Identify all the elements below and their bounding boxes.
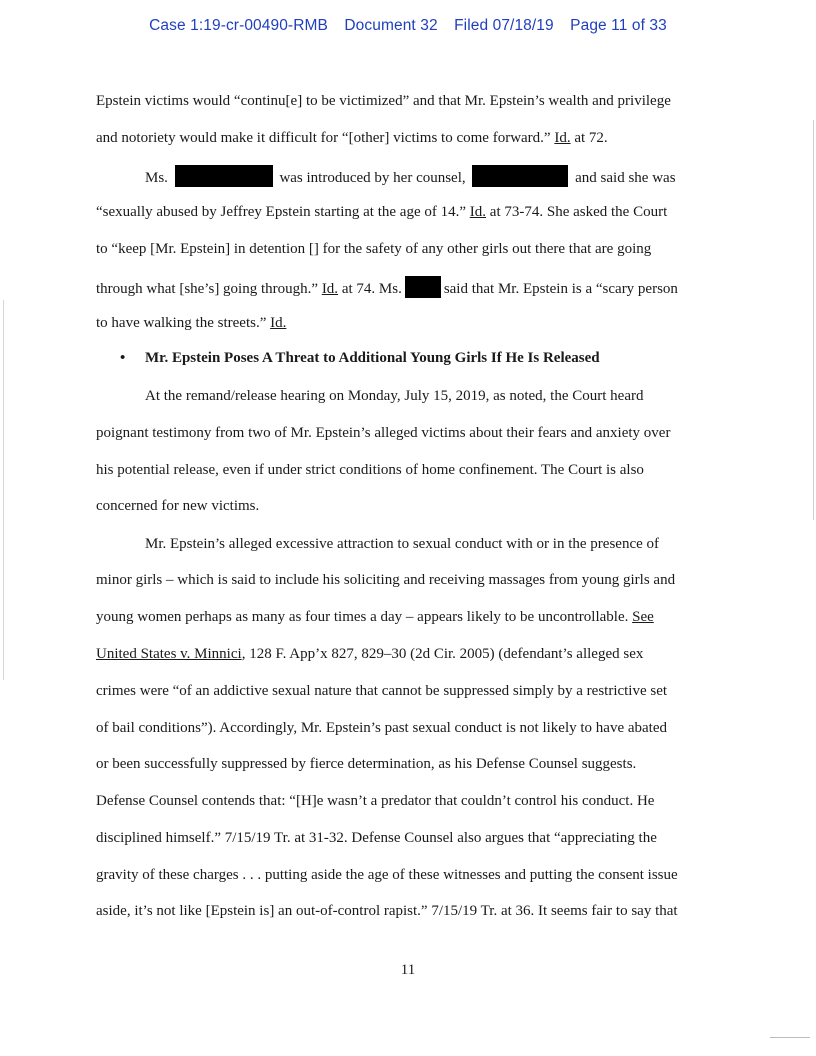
bullet-icon: • [120,350,126,366]
text-segment: young women perhaps as many as four times a day – appears likely to be uncontrollable. [96,609,633,625]
text-line: Mr. Epstein’s alleged excessive attraction to sexual conduct with or in the presence of [145,536,660,552]
text-line: crimes were “of an addictive sexual nature that cannot be suppressed simply by a restrictive set [96,683,668,699]
text-segment: at 74. Ms. [338,281,402,297]
text-segment: to have walking the streets.” [96,315,271,331]
text-segment: Ms. [145,170,168,186]
text-line: or been successfully suppressed by fierce determination, as his Defense Counsel suggests. [96,756,637,772]
text-segment: at 72. [570,130,608,146]
text-segment: was introduced by her counsel, [279,170,466,186]
citation-id: Id. [321,281,339,297]
redaction-block [405,276,441,298]
citation-id: Id. [270,315,287,331]
text-line [96,128,608,148]
citation-signal: See [632,609,654,625]
scan-edge [813,120,814,520]
text-segment: “sexually abused by Jeffrey Epstein starting at the age of 14.” [96,204,470,220]
text-line [145,165,676,188]
text-segment: Epstein victims would “continu[e] to be victimized” and that Mr. Epstein’s wealth and privilege [96,93,671,109]
text-line: At the remand/release hearing on Monday, July 15, 2019, as noted, the Court heard [145,388,644,404]
text-segment: and notoriety would make it difficult for “[other] victims to come forward.” [96,130,555,146]
text-segment: to “keep [Mr. Epstein] in detention [] for the safety of any other girls out there that are going [96,241,652,257]
citation-id: Id. [554,130,571,146]
case-number: Case 1:19-cr-00490-RMB [149,17,328,34]
scan-edge [770,1037,810,1038]
scan-edge [3,300,4,680]
text-line [96,313,286,333]
page-indicator: Page 11 of 33 [570,17,667,34]
redaction-block [175,165,273,187]
text-line: aside, it’s not like [Epstein is] an out-of-control rapist.” 7/15/19 Tr. at 36. It seems fair to say that [96,903,678,919]
case-header [0,17,816,35]
text-line [96,239,651,259]
page-number: 11 [400,962,416,978]
text-segment: through what [she’s] going through.” [96,281,322,297]
case-citation: United States v. Minnici [96,646,242,662]
text-line: Defense Counsel contends that: “[H]e wasn’t a predator that couldn’t control his conduct. He [96,793,655,809]
document-number: Document 32 [344,17,438,34]
text-line: gravity of these charges . . . putting aside the age of these witnesses and putting the consent issue [96,867,678,883]
redaction-block [472,165,568,187]
text-segment: and said she was [575,170,676,186]
heading-text: Mr. Epstein Poses A Threat to Additional Young Girls If He Is Released [145,350,600,366]
text-line: concerned for new victims. [96,498,260,514]
text-line: poignant testimony from two of Mr. Epstein’s alleged victims about their fears and anxiety over [96,425,671,441]
text-line [96,644,643,664]
citation-id: Id. [469,204,487,220]
text-line [96,202,667,222]
text-line: disciplined himself.” 7/15/19 Tr. at 31-32. Defense Counsel also argues that “appreciating the [96,830,657,846]
text-segment: , 128 F. App’x 827, 829–30 (2d Cir. 2005) (defendant’s alleged sex [241,646,644,662]
section-heading [120,350,600,367]
text-line [96,607,654,627]
text-segment: said that Mr. Epstein is a “scary person [443,281,678,297]
text-line: his potential release, even if under strict conditions of home confinement. The Court is also [96,462,644,478]
text-line [96,91,671,111]
text-line: minor girls – which is said to include his soliciting and receiving massages from young girls and [96,572,676,588]
text-line: of bail conditions”). Accordingly, Mr. Epstein’s past sexual conduct is not likely to have abated [96,720,667,736]
text-segment: at 73-74. She asked the Court [486,204,668,220]
text-line [96,276,678,299]
filed-date: Filed 07/18/19 [454,17,554,34]
